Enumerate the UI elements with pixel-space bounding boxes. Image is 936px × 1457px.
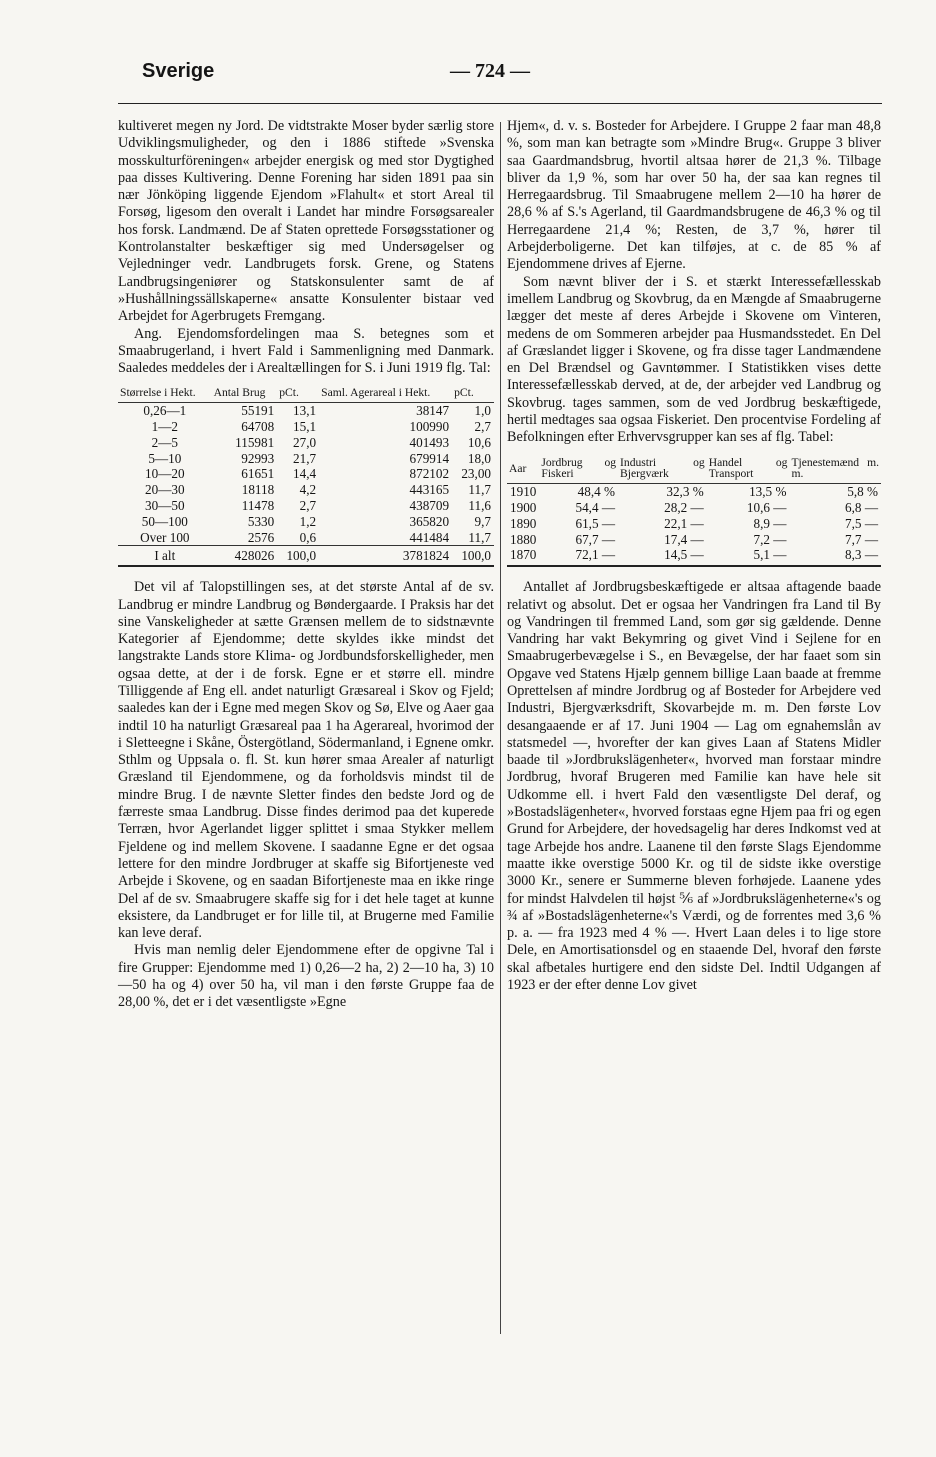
table-cell: 1870 xyxy=(507,547,539,566)
page-header xyxy=(142,60,882,94)
table-cell: 679914 xyxy=(409,450,450,466)
table-cell: Over 100 xyxy=(140,529,190,545)
table-cell: 1—2 xyxy=(151,419,178,435)
table-cell: 15,1 xyxy=(293,419,317,435)
table-row xyxy=(507,532,881,548)
table-row xyxy=(118,514,494,530)
table-cell: 17,4 — xyxy=(664,531,704,547)
right-column xyxy=(507,118,881,994)
table-cell: 441484 xyxy=(409,529,450,545)
table-cell: 11,7 xyxy=(468,529,491,545)
table-header: Industri og Bjergværk xyxy=(620,455,705,481)
table-total-row xyxy=(118,546,494,566)
table-cell: 28,2 — xyxy=(664,500,704,516)
table-cell: 22,1 — xyxy=(664,515,704,531)
table-header: Antal Brug xyxy=(213,386,266,400)
table-cell: 2,7 xyxy=(474,419,491,435)
table-header: pCt. xyxy=(279,386,299,400)
table-row xyxy=(118,466,494,482)
table-cell: 11,6 xyxy=(468,498,491,514)
table-row xyxy=(507,484,881,500)
table-cell: 2—5 xyxy=(151,434,178,450)
paragraph: Hvis man nemlig deler Ejendommene efter de opgivne Tal i fire Grupper: Ejendomme med 1) 0,26—2 ha, 2) 2—10 ha, 3) 10—50 ha og 4) over 50 ha, vil man i den første Gruppe faa de 28,00 %, det er i det væsentligste »Egne xyxy=(118,942,494,1011)
table-row xyxy=(507,500,881,516)
table-cell: 872102 xyxy=(409,466,450,482)
table-cell: 7,5 — xyxy=(845,515,878,531)
header-rule xyxy=(118,103,882,104)
table-cell: 5330 xyxy=(247,513,275,529)
table-header: Saml. Agerareal i Hekt. xyxy=(321,386,431,400)
table-cell: 1880 xyxy=(510,531,537,547)
left-column xyxy=(118,118,494,1012)
table-cell: 27,0 xyxy=(293,434,317,450)
table-cell: 100,0 xyxy=(277,546,319,566)
table-cell: 8,3 — xyxy=(789,547,881,566)
table-row xyxy=(118,419,494,435)
table-cell: 50—100 xyxy=(141,513,188,529)
table-header: Aar xyxy=(509,461,527,475)
running-title: Sverige xyxy=(142,60,215,82)
table-cell: 428026 xyxy=(212,546,278,566)
table-cell: 1,2 xyxy=(299,513,317,529)
table-cell: I alt xyxy=(118,546,212,566)
table-cell: 13,5 % xyxy=(749,484,787,500)
table-cell: 18118 xyxy=(241,482,275,498)
table-cell: 0,6 xyxy=(299,529,317,545)
table-cell: 0,26—1 xyxy=(143,403,187,419)
table-cell: 5,8 % xyxy=(847,484,878,500)
paragraph: Som nævnt bliver der i S. et stærkt Interessefællesskab imellem Landbrug og Skovbrug, da en Mængde af Smaabrugerne lægger det meste af deres Arbejde i Skovene om Vinteren, medens de om Sommeren arbejder paa Husmandsstedet. En Del af Græslandet ligger i Skovene, og fra disse tager Landmændene en Del Brændsel og Gavntømmer. I Statistikken vises dette Interessefællesskab derved, at de, der arbejder ved Landbrug og Skovbrug. tages sammen, som de ved Jordbrug beskæftigede, hertil medtages saa ogsaa Fiskeriet. Den procentvise Fordeling af Befolkningen efter Erhvervsgrupper kan ses af flg. Tabel: xyxy=(507,273,881,446)
table-row xyxy=(507,547,881,566)
table-cell: 1910 xyxy=(510,484,537,500)
table-cell: 11,7 xyxy=(468,482,491,498)
table-cell: 20—30 xyxy=(145,482,185,498)
table-cell: 115981 xyxy=(235,434,275,450)
table-cell: 38147 xyxy=(416,403,450,419)
table-cell: 67,7 — xyxy=(575,531,616,547)
table-cell: 72,1 — xyxy=(539,547,618,566)
paragraph: Det vil af Talopstillingen ses, at det største Antal af de sv. Landbrug er mindre Landbrug og Bøndergaarde. I Praksis har det sine Vanskeligheder at sætte Grænsen mellem de to sidstnævnte Kategorier af Ejendomme; dette skyldes ikke mindst det langstrakte Lands store Klima- og Jordbundsforskelligheder, men ogsaa dette, at der i de forsk. Egne er et større ell. mindre Tilliggende af Eng ell. andet naturligt Græsareal i Skov og Fjeld; saaledes kan der i Egne med megen Skov og Sø, Elve og Aaer gaa indtil 10 ha naturligt Græsareal paa 1 ha Agerareal, hvorimod der i Sletteegne i Skåne, Östergötland, Södermanland, i Egnene omkr. Sthlm og Uppsala o. fl. St. kun hører smaa Arealer af naturligt Græsland til Ejendommene, og da forholdsvis mindst til de mindre Brug. I de nævnte Sletter findes den bedste Jord og de færreste smaa Landbrug. Disse findes derimod paa det kuperede Terræn, hvor Agerlandet ligger splittet i smaa Stykker mellem Fjeldene og ind mellem Skovene. I saadanne Egne er det ogsaa lettere for den mindre Jordbruger at skaffe sig Bifortjeneste ved Arbejde i Skovene, og en saadan Bifortjeneste maa en ikke ringe Del af de sv. Smaabrugere skaffe sig for i det hele taget at kunne eksistere, da Landbruget er for lille til, at Brugerne med Familie kan leve deraf. xyxy=(118,579,494,942)
table-cell: 55191 xyxy=(241,403,275,419)
table-cell: 11478 xyxy=(241,498,275,514)
table-header: Tjenestemænd m. m. xyxy=(791,455,879,481)
table-cell: 30—50 xyxy=(145,498,185,514)
table-header: Handel og Transport xyxy=(708,455,788,481)
farm-size-table xyxy=(118,387,494,567)
table-row xyxy=(118,482,494,498)
table-cell: 365820 xyxy=(409,513,450,529)
table-cell: 401493 xyxy=(409,434,450,450)
table-header: pCt. xyxy=(454,386,474,400)
table-cell: 61,5 — xyxy=(575,515,616,531)
table-cell: 48,4 % xyxy=(577,484,616,500)
table-cell: 1,0 xyxy=(474,403,491,419)
table-cell: 1900 xyxy=(510,500,537,516)
table-cell: 14,5 — xyxy=(618,547,707,566)
table-cell: 2,7 xyxy=(299,498,317,514)
table-cell: 54,4 — xyxy=(575,500,616,516)
table-cell: 7,7 — xyxy=(845,531,878,547)
table-cell: 1890 xyxy=(510,515,537,531)
table-row xyxy=(118,435,494,451)
table-cell: 13,1 xyxy=(293,403,317,419)
table-row xyxy=(118,498,494,514)
table-cell: 3781824 xyxy=(319,546,452,566)
table-cell: 10—20 xyxy=(145,466,185,482)
table-cell: 21,7 xyxy=(293,450,317,466)
table-cell: 4,2 xyxy=(299,482,317,498)
table-cell: 92993 xyxy=(241,450,275,466)
table-cell: 10,6 — xyxy=(746,500,787,516)
table-cell: 61651 xyxy=(241,466,275,482)
paragraph: Hjem«, d. v. s. Bosteder for Arbejdere. I Gruppe 2 faar man 48,8 %, som man kan betragte som »Mindre Brug«. Gruppe 3 bliver saa Gaardmandsbrug, hvortil altsaa hører de 21,3 %. Tilbage bliver da 1,9 %, som har over 50 ha, der saa kan regnes til Herregaardsbrug. Til Smaabrugene mellem 2—10 ha hører de 28,6 % af S.'s Agerland, til Gaardmandsbrugene de 46,3 % og til Herregaardene 21,4 %; Resten, de 3,7 %, hører til Arbejderboligerne. Det kan tilføjes, at c. de 85 % af Ejendommene drives af Ejerne. xyxy=(507,118,881,273)
table-row xyxy=(118,530,494,546)
table-cell: 5—10 xyxy=(148,450,182,466)
table-cell: 2576 xyxy=(247,529,275,545)
table-cell: 6,8 — xyxy=(845,500,878,516)
table-cell: 32,3 % xyxy=(666,484,704,500)
table-cell: 100,0 xyxy=(452,546,494,566)
table-cell: 64708 xyxy=(241,419,275,435)
occupation-table xyxy=(507,457,881,568)
table-row xyxy=(507,516,881,532)
table-cell: 100990 xyxy=(409,419,450,435)
table-cell: 23,00 xyxy=(461,466,491,482)
table-row xyxy=(118,403,494,419)
paragraph: Antallet af Jordbrugsbeskæftigede er altsaa aftagende baade relativt og absolut. Det er ogsaa her Vandringen fra Land til By og Vandringen til fremmed Land, som gør sig gældende. Denne Vandring har vakt Bekymring og givet Vind i Sejlene for en Smaabrugerbevægelse i S., en Bevægelse, der har faaet som sin Opgave ved Statens Hjælp gennem billige Laan baade at fremme Oprettelsen af mindre Jordbrug og af Bosteder for Arbejdere ved Industri, Bjergværksdrift, Skovarbejde m. m. Den første Lov desangaaende er af 17. Juni 1904 — Lag om egnahemslån av statsmedel —, hvorefter der kan gives Laan af Statens Midler baade til »Jordbrukslägenheter«, hvorved man forstaar mindre Jordbrug, hvoraf Brugeren med Familie kan have hele sit Udkomme ell. i hvert Fald den væsentligste Del deraf, og »Bostadslägenheter«, hvorved forstaas egne Hjem paa fri og egen Grund for Arbejdere, der hovedsagelig har deres Indkomst ved at tage Arbejde hos andre. Laanene til den første Slags Ejendomme maatte ikke overstige 5000 Kr. og til de sidste ikke overstige 3000 Kr., senere er Summerne bleven forhøjede. Laanene ydes for mindst Halvdelen til højst ⅚ af »Jordbrukslägenheterne«'s og ¾ af »Bostadslägenheterne«'s Værdi, og de forrentes med 3,6 % p. a. — fra 1923 med 4 % —. Hvert Laan deles i to lige store Dele, en Amortisationsdel og en staaende Del, hvoraf den første skal afbetales hurtigere end den sidste Del. Indtil Udgangen af 1923 er der efter denne Lov givet xyxy=(507,579,881,994)
table-cell: 443165 xyxy=(409,482,450,498)
column-divider xyxy=(500,122,501,1334)
table-header: Jordbrug og Fiskeri xyxy=(541,455,617,481)
page-number: — 724 — xyxy=(450,60,530,82)
table-cell: 438709 xyxy=(409,498,450,514)
table-cell: 10,6 xyxy=(467,434,491,450)
paragraph: Ang. Ejendomsfordelingen maa S. betegnes som et Smaabrugerland, i hvert Fald i Sammenligning med Danmark. Saaledes meddeles der i Arealtællingen for S. i Juni 1919 flg. Tal: xyxy=(118,325,494,377)
table-cell: 7,2 — xyxy=(753,531,787,547)
table-cell: 9,7 xyxy=(474,513,491,529)
table-header: Størrelse i Hekt. xyxy=(120,386,196,400)
table-cell: 14,4 xyxy=(293,466,317,482)
table-cell: 8,9 — xyxy=(753,515,787,531)
table-cell: 5,1 — xyxy=(707,547,790,566)
paragraph: kultiveret megen ny Jord. De vidtstrakte Moser byder særlig store Udviklingsmuligheder, og den i 1886 stiftede »Svenska mosskulturföreningen« arbejder energisk og med stor Dygtighed paa disses Kultivering. Denne Forening har siden 1891 paa sin nær Jönköping liggende Ejendom »Flahult« et stort Areal til Forsøg, ligesom den overalt i Landet har mindre Forsøgsarealer hos forsk. Landmænd. De af Staten oprettede Forsøgsstationer og Kontrolanstalter beskæftiger sig med Undersøgelser og Vejledninger vedr. Landbrugets forsk. Grene, og Statens Landbrugsingeniører og Statskonsulenter samt de af »Hushållningssällskaperne« ansatte Konsulenter bistaar ved Arbejdet for Agerbrugets Fremgang. xyxy=(118,118,494,325)
table-cell: 18,0 xyxy=(467,450,491,466)
table-row xyxy=(118,451,494,467)
